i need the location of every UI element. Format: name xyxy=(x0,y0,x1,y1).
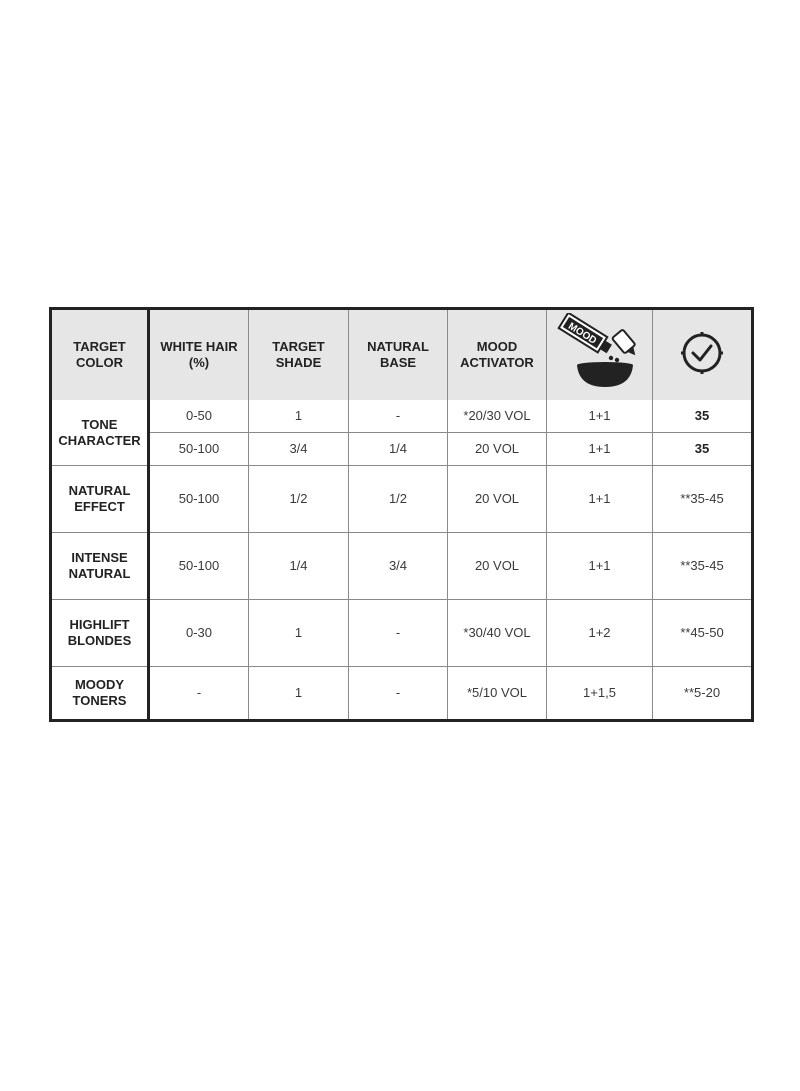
cell-natural-base: - xyxy=(349,600,448,667)
cell-mix-ratio: 1+1 xyxy=(547,533,653,600)
header-mix-ratio xyxy=(547,309,653,401)
cell-target-shade: 1/2 xyxy=(249,466,349,533)
row-label-line1: INTENSE xyxy=(71,550,128,565)
cell-target-shade: 1 xyxy=(249,600,349,667)
row-label-intense-natural xyxy=(51,533,149,600)
header-white-hair-line1: WHITE HAIR xyxy=(160,339,238,354)
row-label-natural-effect xyxy=(51,466,149,533)
cell-mix-ratio: 1+1 xyxy=(547,433,653,466)
cell-white-hair: 50-100 xyxy=(149,466,249,533)
header-row xyxy=(51,309,753,401)
header-target-shade-line1: TARGET xyxy=(272,339,325,354)
cell-white-hair: 0-50 xyxy=(149,400,249,433)
table-row xyxy=(51,466,753,533)
row-label-line1: NATURAL xyxy=(68,483,131,498)
cell-mix-ratio: 1+1 xyxy=(547,466,653,533)
row-label-line2: BLONDES xyxy=(67,633,132,648)
cell-white-hair: 50-100 xyxy=(149,533,249,600)
cell-activator: *30/40 VOL xyxy=(448,600,547,667)
header-time xyxy=(653,309,753,401)
header-natural-base xyxy=(349,309,448,401)
table-row xyxy=(51,400,753,433)
cell-natural-base: - xyxy=(349,400,448,433)
cell-time: 35 xyxy=(653,400,753,433)
header-mood-activator-line1: MOOD xyxy=(476,339,518,354)
header-target-color-line2: COLOR xyxy=(76,355,123,370)
coloring-chart-table xyxy=(49,307,754,722)
cell-target-shade: 1/4 xyxy=(249,533,349,600)
cell-natural-base: 1/4 xyxy=(349,433,448,466)
row-label-line1: TONE xyxy=(81,416,118,432)
cell-white-hair: - xyxy=(149,667,249,721)
cell-white-hair: 0-30 xyxy=(149,600,249,667)
cell-activator: 20 VOL xyxy=(448,433,547,466)
header-white-hair-line2: (%) xyxy=(188,355,210,370)
cell-natural-base: 3/4 xyxy=(349,533,448,600)
header-natural-base-line2: BASE xyxy=(379,355,417,370)
cell-activator: 20 VOL xyxy=(448,466,547,533)
cell-target-shade: 1 xyxy=(249,400,349,433)
row-label-line1: MOODY xyxy=(74,677,125,692)
mix-icon-label: MOOD xyxy=(565,320,598,347)
cell-natural-base: - xyxy=(349,667,448,721)
row-label-line1: HIGHLIFT xyxy=(69,617,130,632)
header-natural-base-line1: NATURAL xyxy=(367,339,429,354)
table-row xyxy=(51,667,753,721)
cell-activator: *5/10 VOL xyxy=(448,667,547,721)
row-label-line2: TONERS xyxy=(72,693,127,708)
header-target-color xyxy=(51,309,149,401)
row-label-line2: NATURAL xyxy=(68,566,131,581)
cell-time: **5-20 xyxy=(683,685,721,700)
row-label-line2: EFFECT xyxy=(74,499,125,514)
cell-target-shade: 1 xyxy=(249,667,349,721)
table-row xyxy=(51,433,753,466)
cell-mix-ratio: 1+2 xyxy=(547,600,653,667)
header-target-shade-line2: SHADE xyxy=(275,355,322,370)
cell-time: **45-50 xyxy=(653,600,753,667)
row-label-line2: CHARACTER xyxy=(58,432,141,448)
cell-time: **35-45 xyxy=(653,533,753,600)
cell-mix-ratio: 1+1 xyxy=(547,400,653,433)
cell-target-shade: 3/4 xyxy=(249,433,349,466)
cell-activator: 20 VOL xyxy=(448,533,547,600)
header-mood-activator xyxy=(448,309,547,401)
row-label-tone-character xyxy=(51,400,149,466)
header-target-shade xyxy=(249,309,349,401)
header-white-hair xyxy=(149,309,249,401)
cell-mix-ratio: 1+1,5 xyxy=(547,667,653,721)
row-label-highlift-blondes xyxy=(51,600,149,667)
cell-time: **35-45 xyxy=(653,466,753,533)
row-label-moody-toners xyxy=(51,667,149,721)
cell-white-hair: 50-100 xyxy=(149,433,249,466)
table-row xyxy=(51,600,753,667)
header-mood-activator-line2: ACTIVATOR xyxy=(460,355,534,370)
cell-natural-base: 1/2 xyxy=(349,466,448,533)
cell-time: 35 xyxy=(653,433,753,466)
clock-icon xyxy=(680,331,724,379)
header-target-color-line1: TARGET xyxy=(73,339,126,354)
cell-activator: *20/30 VOL xyxy=(448,400,547,433)
mixing-tube-bowl-icon xyxy=(555,313,645,397)
table-row xyxy=(51,533,753,600)
